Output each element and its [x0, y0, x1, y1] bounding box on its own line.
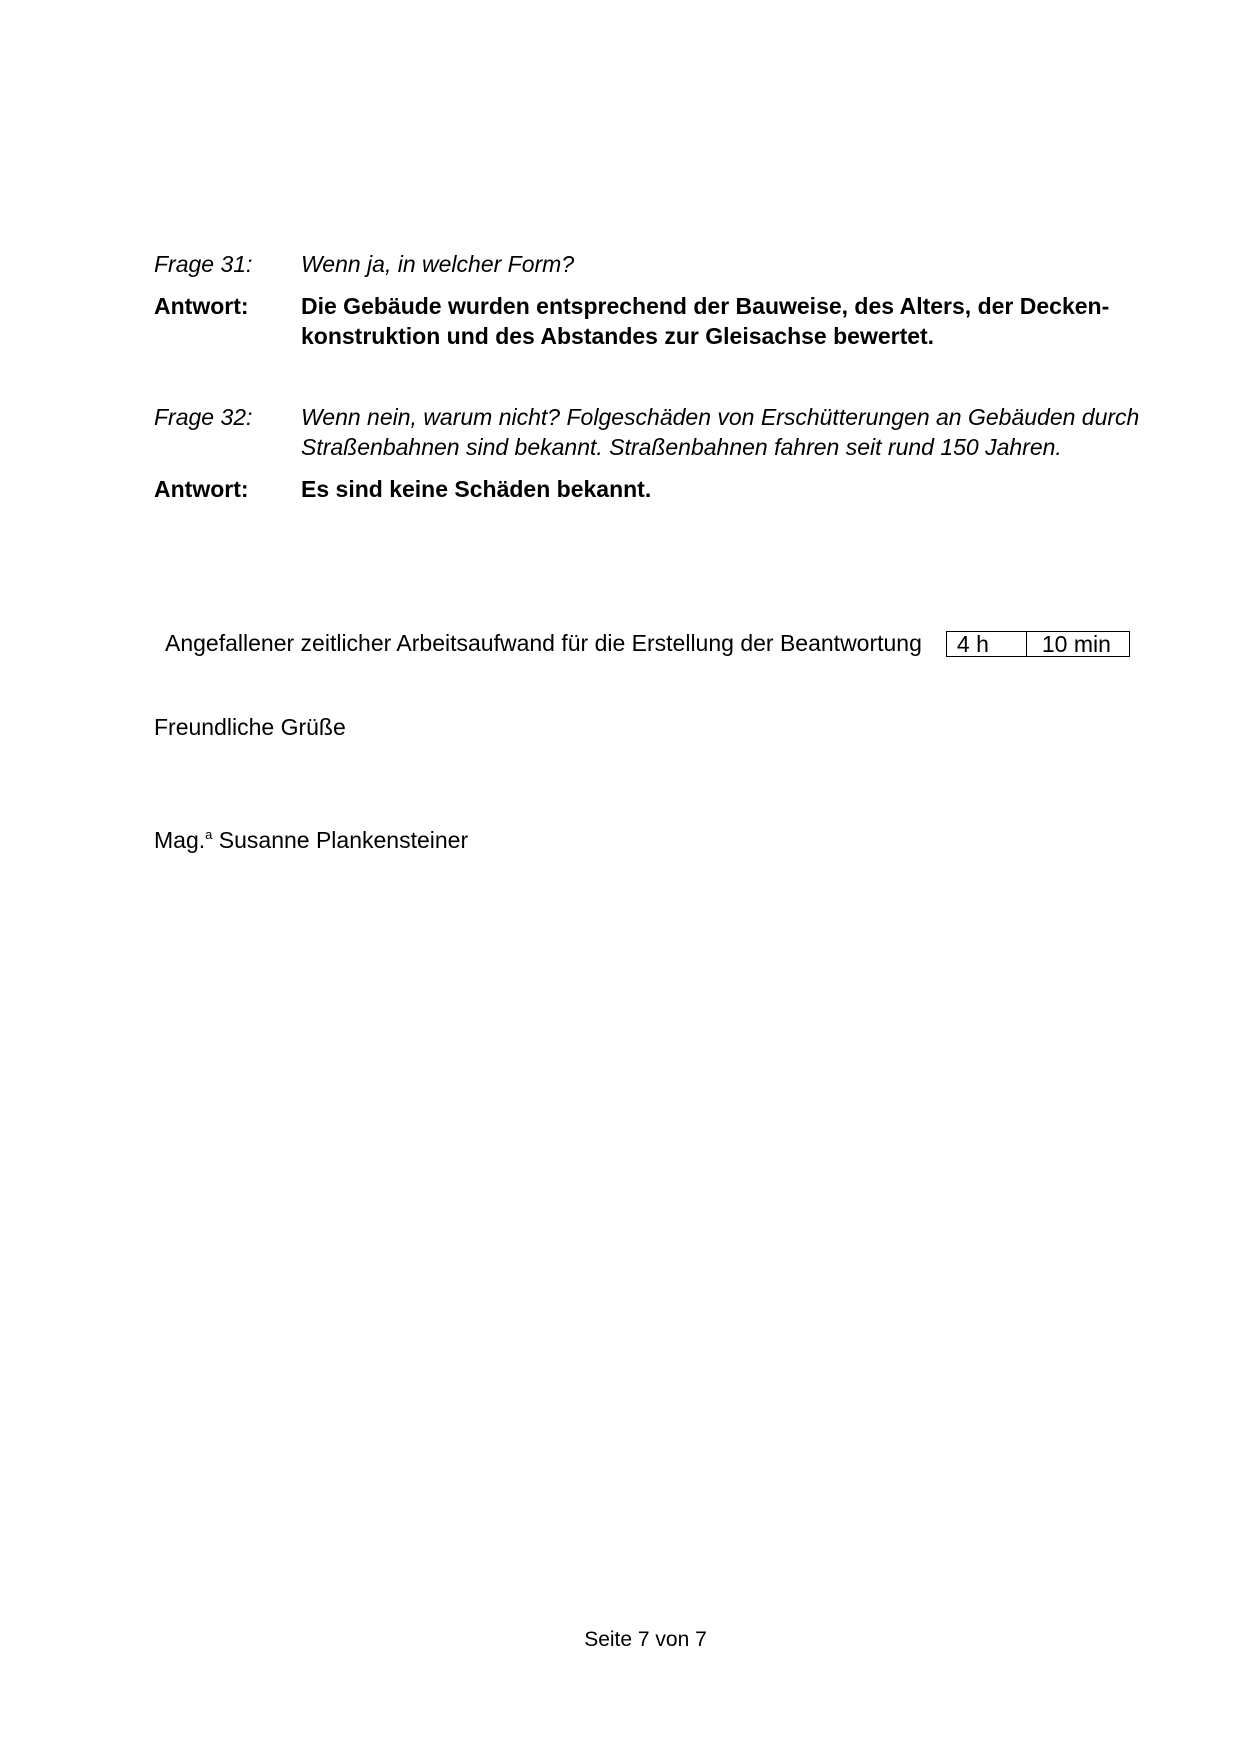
answer-label: Antwort:	[154, 293, 249, 319]
answer-text: Die Gebäude wurden entsprechend der Bauweise, des Alters, der Decken-konstruktion und des Abstandes zur Gleisachse bewertet.	[301, 293, 1110, 349]
work-effort-table	[946, 631, 1130, 657]
answer-row	[154, 291, 1144, 351]
qa-block-32	[154, 402, 1144, 504]
work-effort-label: Angefallener zeitlicher Arbeitsaufwand für die Erstellung der Beantwortung	[165, 630, 922, 656]
question-text: Wenn nein, warum nicht? Folgeschäden von Erschütterungen an Gebäuden durch Straßenbahnen sind bekannt. Straßenbahnen fahren seit rund 150 Jahren.	[301, 404, 1140, 460]
question-row	[154, 402, 1144, 462]
qa-block-31	[154, 249, 1144, 351]
signature-title: Mag.	[154, 827, 206, 853]
closing-greeting: Freundliche Grüße	[154, 714, 346, 740]
work-effort-minutes: 10 min	[1026, 631, 1129, 656]
work-effort-hours: 4 h	[946, 631, 1026, 656]
question-row	[154, 249, 1144, 279]
signature-name: Susanne Plankensteiner	[218, 827, 469, 853]
page-number: Seite 7 von 7	[584, 1628, 707, 1651]
question-label: Frage 31:	[154, 251, 253, 277]
signature-title-sup: a	[205, 827, 213, 842]
work-effort	[165, 630, 1130, 657]
answer-row	[154, 474, 1144, 504]
answer-text: Es sind keine Schäden bekannt.	[301, 476, 652, 502]
question-label: Frage 32:	[154, 404, 253, 430]
signature	[154, 825, 468, 855]
answer-label: Antwort:	[154, 476, 249, 502]
question-text: Wenn ja, in welcher Form?	[301, 251, 575, 277]
